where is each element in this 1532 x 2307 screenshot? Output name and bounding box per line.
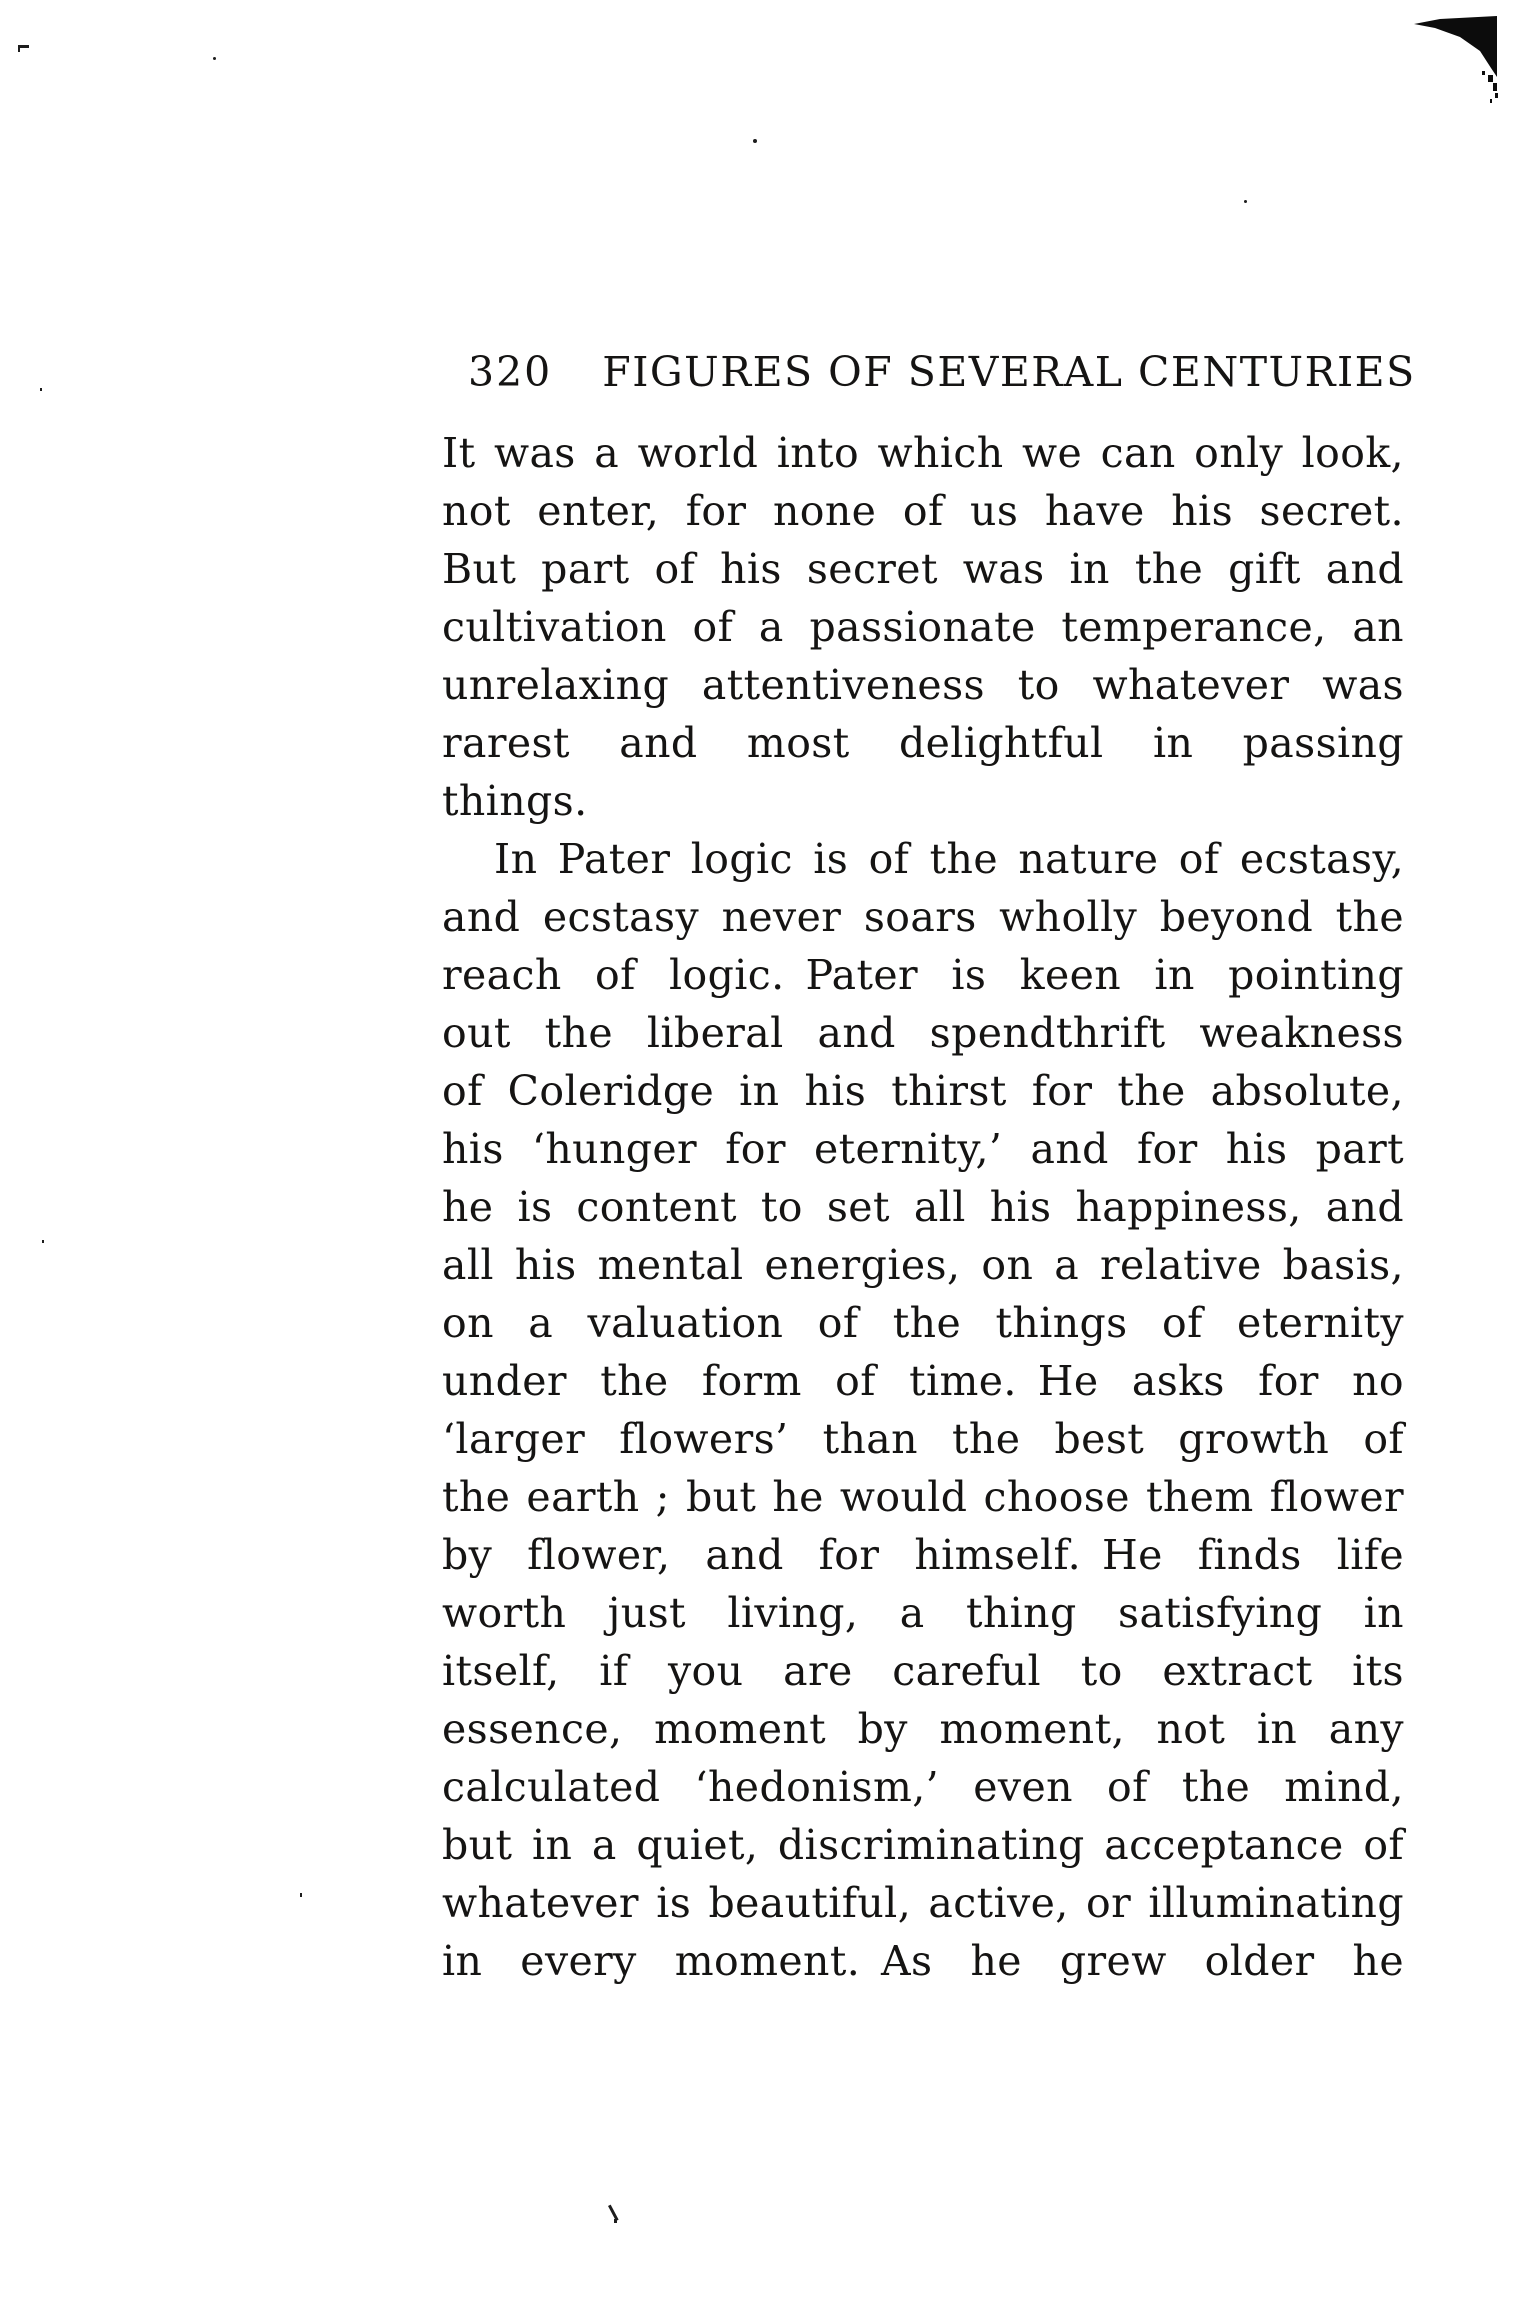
paragraph-1 — [442, 424, 1404, 830]
page-corner-artifact — [1410, 13, 1502, 109]
text-line: in every moment. As he grew older he — [442, 1937, 1404, 1985]
text-block — [442, 424, 1404, 1990]
text-line: whatever is beautiful, active, or illuminating — [442, 1879, 1404, 1927]
text-line: ‘larger flowers’ than the best growth of — [442, 1415, 1404, 1463]
text-line: essence, moment by moment, not in any — [442, 1705, 1404, 1753]
text-line: rarest and most delightful in passing — [442, 719, 1404, 767]
text-line: but in a quiet, discriminating acceptance of — [442, 1821, 1404, 1869]
scan-speck — [753, 139, 757, 143]
page-number: 320 — [468, 348, 553, 396]
text-line: things. — [442, 777, 588, 825]
text-line: worth just living, a thing satisfying in — [442, 1589, 1404, 1637]
scan-speck — [614, 2219, 617, 2223]
scan-speck — [213, 57, 216, 60]
text-line: all his mental energies, on a relative basis, — [442, 1241, 1404, 1289]
text-line: not enter, for none of us have his secret. — [442, 487, 1404, 535]
text-line: the earth ; but he would choose them flower — [442, 1473, 1404, 1521]
scan-speck — [18, 45, 20, 52]
text-line: on a valuation of the things of eternity — [442, 1299, 1404, 1347]
running-title: FIGURES OF SEVERAL CENTURIES — [602, 348, 1416, 396]
text-line: It was a world into which we can only look, — [442, 429, 1404, 477]
running-head — [442, 348, 1416, 396]
text-line: under the form of time. He asks for no — [442, 1357, 1404, 1405]
text-line: his ‘hunger for eternity,’ and for his part — [442, 1125, 1404, 1173]
text-line: But part of his secret was in the gift and — [442, 545, 1404, 593]
scan-speck — [1244, 200, 1247, 203]
text-line: by flower, and for himself. He finds life — [442, 1531, 1404, 1579]
paragraph-2 — [442, 830, 1404, 1990]
scan-speck — [300, 1893, 302, 1897]
text-line: he is content to set all his happiness, and — [442, 1183, 1404, 1231]
text-line: and ecstasy never soars wholly beyond the — [442, 893, 1404, 941]
text-line: itself, if you are careful to extract its — [442, 1647, 1404, 1695]
text-line: In Pater logic is of the nature of ecstasy, — [494, 835, 1404, 883]
text-line: unrelaxing attentiveness to whatever was — [442, 661, 1404, 709]
text-line: reach of logic. Pater is keen in pointing — [442, 951, 1404, 999]
text-line: cultivation of a passionate temperance, an — [442, 603, 1404, 651]
text-line: calculated ‘hedonism,’ even of the mind, — [442, 1763, 1404, 1811]
scan-speck — [40, 388, 42, 391]
text-line: of Coleridge in his thirst for the absolute, — [442, 1067, 1404, 1115]
scan-speck — [42, 1240, 44, 1243]
text-line: out the liberal and spendthrift weakness — [442, 1009, 1404, 1057]
